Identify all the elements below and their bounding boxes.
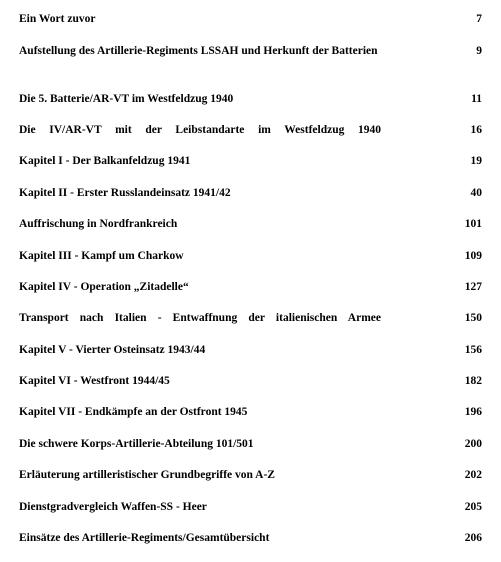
toc-entry-page: 150 <box>464 312 482 324</box>
toc-entry-title: Kapitel VI - Westfront 1944/45 <box>19 375 170 387</box>
toc-entry <box>19 249 482 263</box>
toc-entry-page: 16 <box>470 124 482 136</box>
toc-entry-page: 205 <box>464 501 482 513</box>
toc-entry-page: 9 <box>476 45 482 57</box>
toc-entry-page: 156 <box>464 344 482 356</box>
toc-entry-title: Ein Wort zuvor <box>19 13 96 25</box>
toc-entry <box>19 468 482 482</box>
toc-entry-title: Dienstgradvergleich Waffen-SS - Heer <box>19 501 207 513</box>
toc-entry-title: Kapitel II - Erster Russlandeinsatz 1941/42 <box>19 187 231 199</box>
toc-entry <box>19 44 482 58</box>
toc-entry <box>19 500 482 514</box>
toc-entry <box>19 343 482 357</box>
toc-entry <box>19 311 482 325</box>
toc-entry-page: 196 <box>464 406 482 418</box>
toc-entry-page: 109 <box>464 250 482 262</box>
toc-entry-page: 40 <box>470 187 482 199</box>
toc-entry-title: Kapitel VII - Endkämpfe an der Ostfront 1945 <box>19 406 248 418</box>
toc-entry <box>19 12 482 26</box>
toc-entry <box>19 154 482 168</box>
toc-entry-page: 19 <box>470 155 482 167</box>
toc-entry <box>19 280 482 294</box>
toc-entry-title: Kapitel IV - Operation „Zitadelle“ <box>19 281 189 293</box>
toc-entry-title: Kapitel V - Vierter Osteinsatz 1943/44 <box>19 344 206 356</box>
toc-entry <box>19 92 482 106</box>
toc-entry-page: 101 <box>464 218 482 230</box>
toc-entry-title: Einsätze des Artillerie-Regiments/Gesamtübersicht <box>19 532 270 544</box>
toc-entry-title: Aufstellung des Artillerie-Regiments LSSAH und Herkunft der Batterien <box>19 45 378 57</box>
toc-entry <box>19 217 482 231</box>
toc-entry-page: 11 <box>471 93 482 105</box>
toc-entry-page: 200 <box>464 438 482 450</box>
toc-entry <box>19 437 482 451</box>
toc-entry-title: Erläuterung artilleristischer Grundbegriffe von A-Z <box>19 469 275 481</box>
toc-entry-page: 182 <box>464 375 482 387</box>
toc-entry-title: Die IV/AR-VT mit der Leibstandarte im Westfeldzug 1940 <box>19 124 381 136</box>
toc-entry-title: Auffrischung in Nordfrankreich <box>19 218 178 230</box>
toc-entry-title: Die schwere Korps-Artillerie-Abteilung 101/501 <box>19 438 254 450</box>
toc-entry <box>19 374 482 388</box>
toc-entry-page: 206 <box>464 532 482 544</box>
toc-entry-page: 202 <box>464 469 482 481</box>
toc-entry-title: Kapitel I - Der Balkanfeldzug 1941 <box>19 155 191 167</box>
toc-entry <box>19 123 482 137</box>
toc-entry-title: Die 5. Batterie/AR-VT im Westfeldzug 1940 <box>19 93 234 105</box>
toc-entry-title: Kapitel III - Kampf um Charkow <box>19 250 184 262</box>
toc-entry-title: Transport nach Italien - Entwaffnung der italienischen Armee <box>19 312 381 324</box>
toc-entry <box>19 405 482 419</box>
toc-entry <box>19 531 482 545</box>
toc-entry-page: 127 <box>464 281 482 293</box>
toc-entry-page: 7 <box>476 13 482 25</box>
toc-entry <box>19 186 482 200</box>
